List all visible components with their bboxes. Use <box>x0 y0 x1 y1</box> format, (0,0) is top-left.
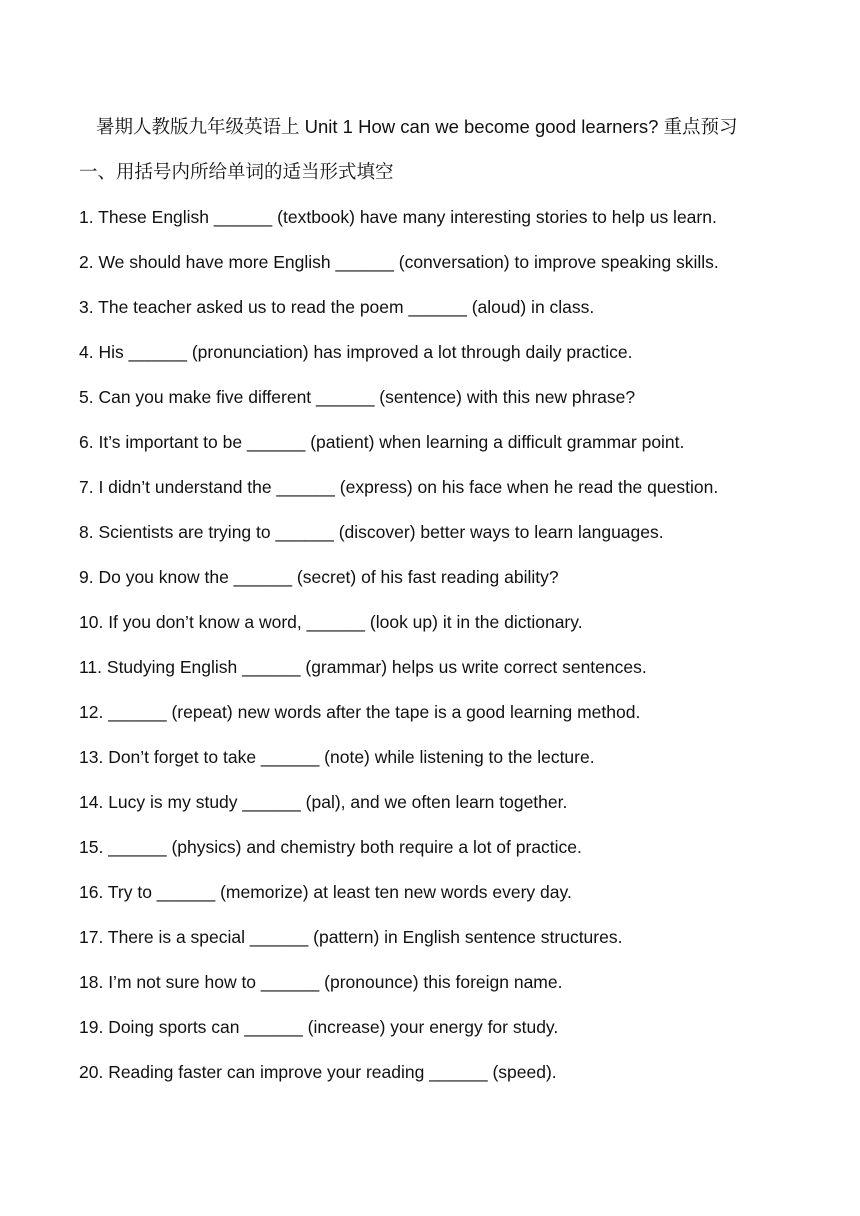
question-item: 19. Doing sports can ______ (increase) your energy for study. <box>79 1017 559 1037</box>
document-title: 暑期人教版九年级英语上 Unit 1 How can we become good learners? 重点预习 <box>96 116 738 137</box>
question-item: 18. I’m not sure how to ______ (pronounce) this foreign name. <box>79 972 563 992</box>
question-item: 20. Reading faster can improve your reading ______ (speed). <box>79 1062 557 1082</box>
question-item: 7. I didn’t understand the ______ (express) on his face when he read the question. <box>79 477 719 497</box>
question-item: 6. It’s important to be ______ (patient) when learning a difficult grammar point. <box>79 432 685 452</box>
question-item: 8. Scientists are trying to ______ (discover) better ways to learn languages. <box>79 522 664 542</box>
question-item: 12. ______ (repeat) new words after the tape is a good learning method. <box>79 702 641 722</box>
question-item: 4. His ______ (pronunciation) has improved a lot through daily practice. <box>79 342 633 362</box>
question-item: 16. Try to ______ (memorize) at least ten new words every day. <box>79 882 572 902</box>
question-item: 9. Do you know the ______ (secret) of his fast reading ability? <box>79 567 559 587</box>
question-item: 2. We should have more English ______ (conversation) to improve speaking skills. <box>79 252 719 272</box>
question-item: 15. ______ (physics) and chemistry both require a lot of practice. <box>79 837 582 857</box>
question-item: 13. Don’t forget to take ______ (note) while listening to the lecture. <box>79 747 595 767</box>
section-heading: 一、用括号内所给单词的适当形式填空 <box>79 161 394 182</box>
question-item: 17. There is a special ______ (pattern) in English sentence structures. <box>79 927 623 947</box>
question-item: 1. These English ______ (textbook) have many interesting stories to help us learn. <box>79 207 717 227</box>
question-item: 14. Lucy is my study ______ (pal), and we often learn together. <box>79 792 568 812</box>
question-item: 11. Studying English ______ (grammar) helps us write correct sentences. <box>79 657 647 677</box>
question-item: 3. The teacher asked us to read the poem ______ (aloud) in class. <box>79 297 595 317</box>
question-item: 10. If you don’t know a word, ______ (look up) it in the dictionary. <box>79 612 583 632</box>
question-list <box>79 203 719 1103</box>
question-item: 5. Can you make five different ______ (sentence) with this new phrase? <box>79 387 636 407</box>
